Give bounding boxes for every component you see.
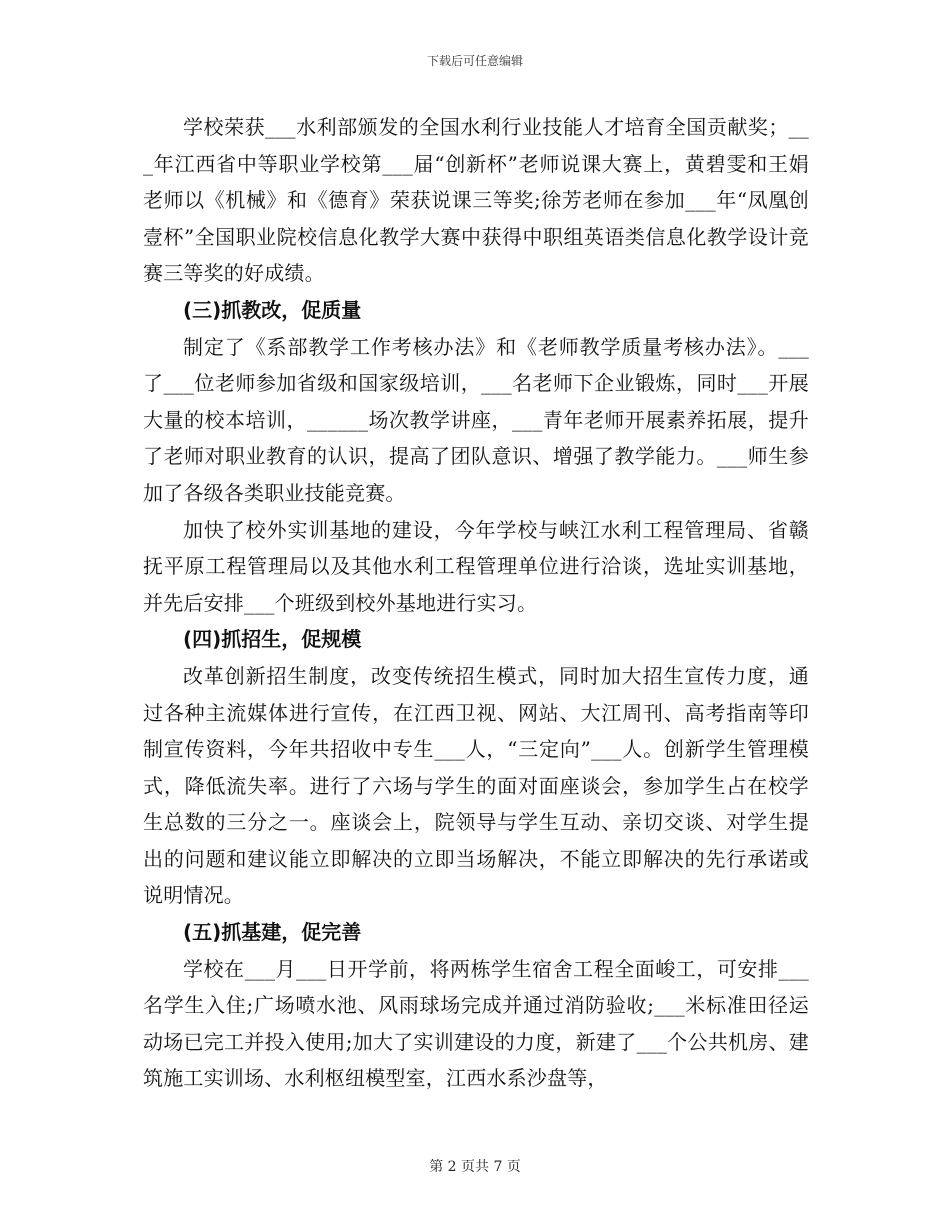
section-heading-teaching-reform: (三)抓教改，促质量 <box>183 297 362 322</box>
paragraph-awards: 学校荣获___水利部颁发的全国水利行业技能人才培育全国贡献奖；___年江西省中等职业学校第___届“创新杯”老师说课大赛上，黄碧雯和王娟老师以《机械》和《德育》荣获说课三等奖;徐芳老师在参加___年“凤凰创壹杯”全国职业院校信息化教学大赛中获得中职组英语类信息化教学设计竞赛三等奖的好成绩。 <box>143 115 809 286</box>
paragraph-teaching-reform: 制定了《系部教学工作考核办法》和《老师教学质量考核办法》。___了___位老师参加省级和国家级培训，___名老师下企业锻炼，同时___开展大量的校本培训，______场次教学讲座，___青年老师开展素养拓展，提升了老师对职业教育的认识，提高了团队意识、增强了教学能力。___师生参加了各级各类职业技能竞赛。 <box>143 334 809 505</box>
paragraph-infrastructure: 学校在___月___日开学前，将两栋学生宿舍工程全面峻工，可安排___名学生入住;广场喷水池、风雨球场完成并通过消防验收;___米标准田径运动场已完工并投入使用;加大了实训建设的力度，新建了___个公共机房、建筑施工实训场、水利枢纽模型室，江西水系沙盘等， <box>143 956 809 1091</box>
section-heading-infrastructure: (五)抓基建，促完善 <box>183 920 362 945</box>
document-body <box>143 109 809 1097</box>
paragraph-enrollment: 改革创新招生制度，改变传统招生模式，同时加大招生宣传力度，通过各种主流媒体进行宣传，在江西卫视、网站、大江周刊、高考指南等印制宣传资料，今年共招收中专生___人，“三定向”___人。创新学生管理模式，降低流失率。进行了六场与学生的面对面座谈会，参加学生占在校学生总数的三分之一。座谈会上，院领导与学生互动、亲切交谈、对学生提出的问题和建议能立即解决的立即当场解决，不能立即解决的先行承诺或说明情况。 <box>143 663 809 908</box>
page-header: 下载后可任意编辑 <box>426 54 523 68</box>
section-heading-enrollment: (四)抓招生，促规模 <box>183 627 362 652</box>
paragraph-training-base: 加快了校外实训基地的建设，今年学校与峡江水利工程管理局、省赣抚平原工程管理局以及其他水利工程管理单位进行洽谈，选址实训基地，并先后安排___个班级到校外基地进行实习。 <box>143 517 809 615</box>
page-number: 第 2 页共 7 页 <box>429 1159 521 1175</box>
